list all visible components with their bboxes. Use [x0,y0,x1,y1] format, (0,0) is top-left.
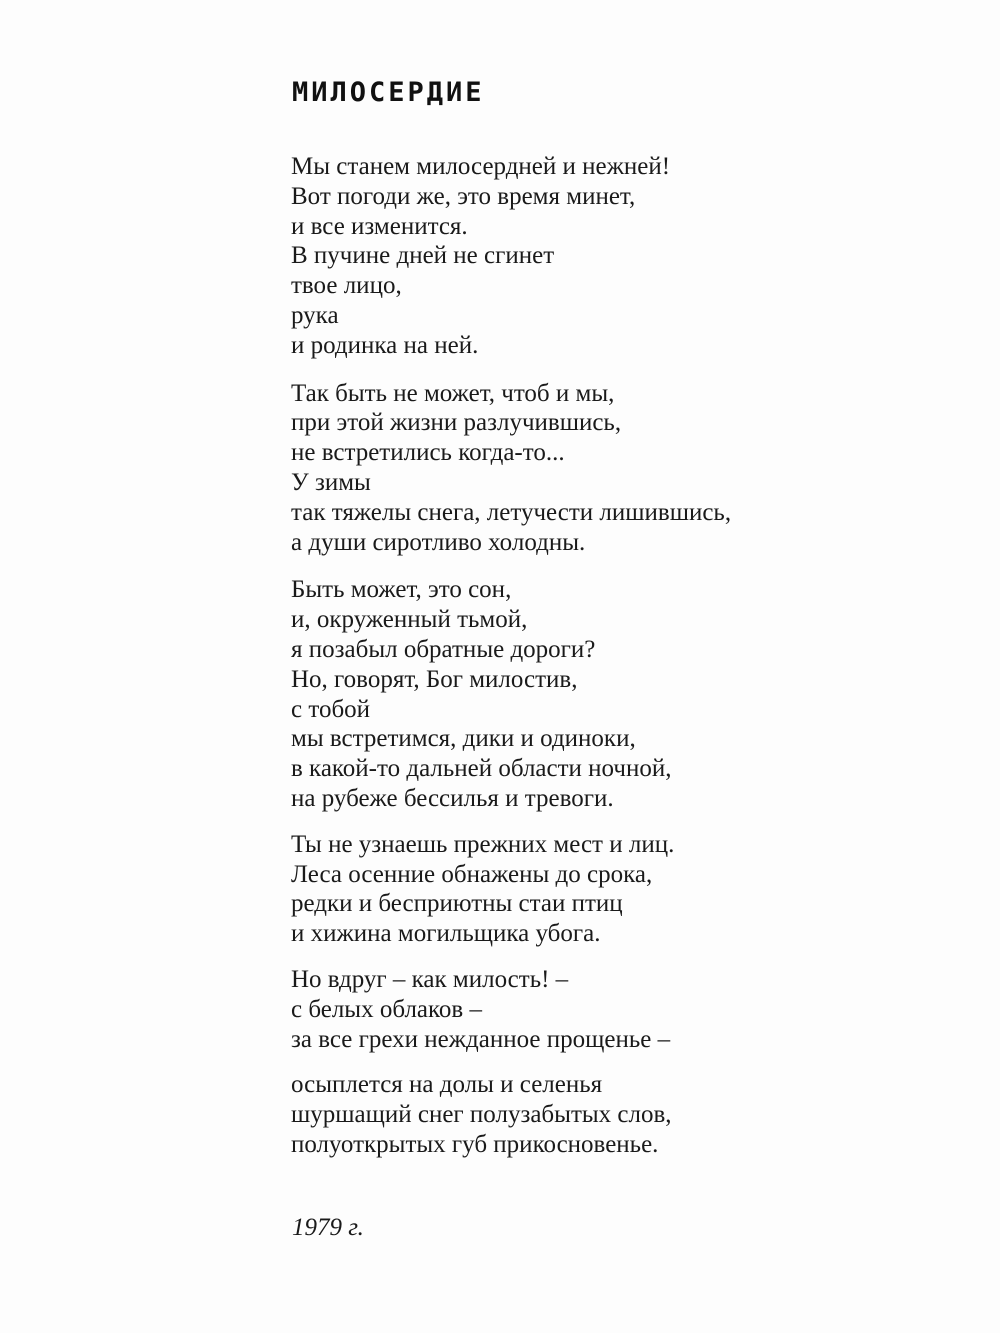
stanza-gap [291,361,811,379]
stanza-1 [291,152,811,361]
stanza-4 [291,830,811,949]
poem-line: Но, говорят, Бог милостив, [291,665,578,693]
poem-line: в какой-то дальней области ночной, [291,755,672,783]
poem-line: У зимы [291,468,371,496]
poem-line: и все изменится. [291,212,468,240]
poem-line: и родинка на ней. [291,331,479,359]
poem-line: полуоткрытых губ прикосновенье. [291,1130,659,1158]
poem-line: рука [291,301,339,329]
poem-line: с белых облаков – [291,995,482,1023]
stanza-2 [291,379,811,558]
poem-line: с тобой [291,695,371,723]
stanza-gap [291,557,811,575]
poem-line: я позабыл обратные дороги? [291,635,596,663]
poem-line: Ты не узнаешь прежних мест и лиц. [291,830,675,858]
poem-date: 1979 г. [292,1214,364,1241]
stanza-gap [291,814,811,830]
poem-line: не встретились когда-то... [291,439,565,467]
stanza-3 [291,575,811,813]
poem-line: Леса осенние обнажены до срока, [291,860,653,888]
poem-body [291,152,811,1160]
poem-line: твое лицо, [291,272,402,300]
poem-line: редки и бесприютны стаи птиц [291,890,623,918]
stanza-gap [291,1054,811,1070]
poem-line: а души сиротливо холодны. [291,528,586,556]
stanza-5 [291,965,811,1054]
poem-line: Мы станем милосердней и нежней! [291,153,671,180]
stanza-gap [291,949,811,965]
poem-line: за все грехи нежданное прощенье – [291,1025,671,1053]
poem-line: шуршащий снег полузабытых слов, [291,1101,672,1129]
poem-line: мы встретимся, дики и одиноки, [291,725,636,753]
poem-line: и, окруженный тьмой, [291,606,528,634]
stanza-6 [291,1070,811,1159]
poem-line: В пучине дней не сгинет [291,242,555,270]
poem-line: и хижина могильщика убога. [291,920,601,948]
poem-line: Так быть не может, чтоб и мы, [291,379,615,407]
poem-line: осыплется на долы и селенья [291,1071,603,1099]
poem-title: МИЛОСЕРДИЕ [292,77,485,108]
poem-line: так тяжелы снега, летучести лишившись, [291,498,732,526]
poem-line: при этой жизни разлучившись, [291,409,622,437]
poem-line: Но вдруг – как милость! – [291,965,569,993]
poem-line: Вот погоди же, это время минет, [291,182,636,210]
poem-line: Быть может, это сон, [291,576,512,604]
poem-line: на рубеже бессилья и тревоги. [291,784,614,812]
